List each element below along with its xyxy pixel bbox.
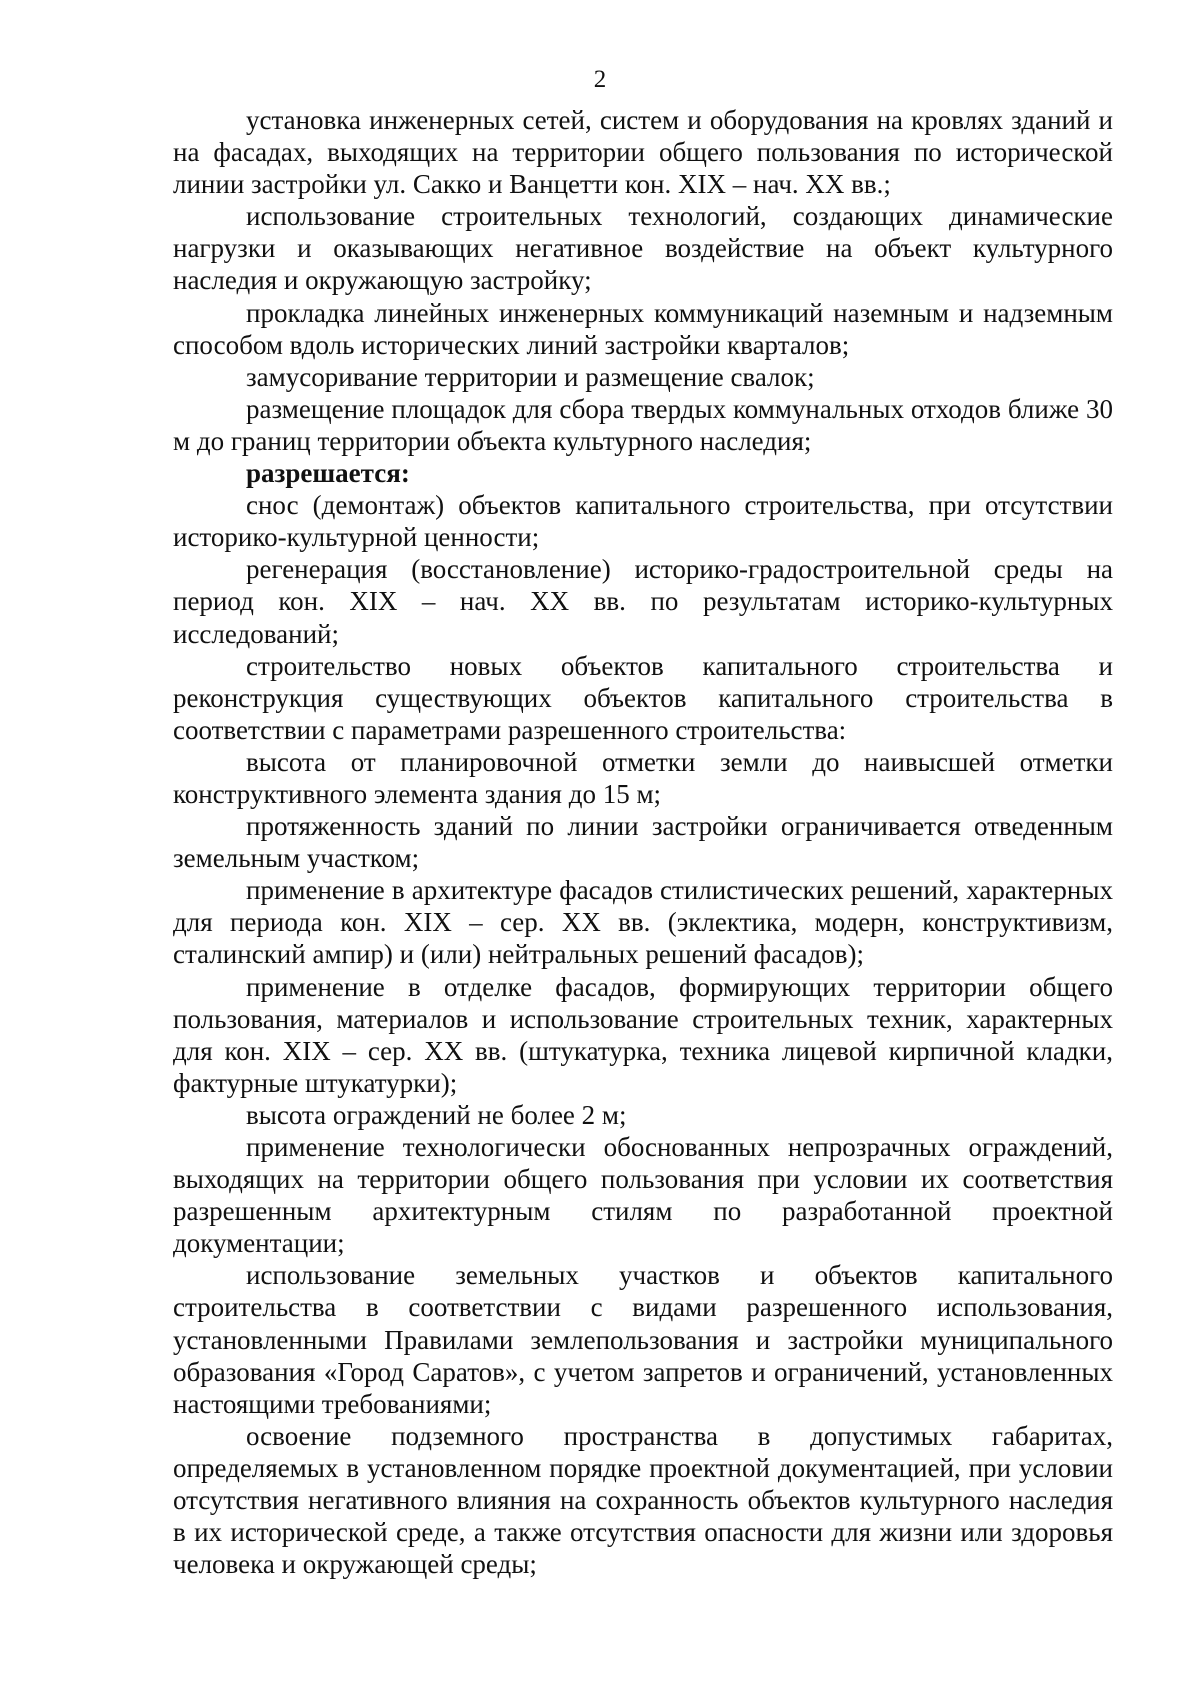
paragraph-facade-styles: применение в архитектуре фасадов стилистических решений, характерных для периода кон. XIX – сер. XX вв. (эклектика, модерн, конструктивизм, сталинский ампир) и (или) нейтральных решений фасадов); — [173, 875, 1113, 970]
paragraph-facade-materials: применение в отделке фасадов, формирующих территории общего пользования, материалов и использование строительных техник, характерных для кон. XIX – сер. XX вв. (штукатурка, техника лицевой кирпичной кладки, фактурные штукатурки); — [173, 971, 1113, 1098]
paragraph-fence-height: высота ограждений не более 2 м; — [246, 1099, 627, 1130]
paragraph-linear-communications: прокладка линейных инженерных коммуникаций наземным и надземным способом вдоль исторических линий застройки кварталов; — [173, 297, 1113, 360]
page-number: 2 — [593, 66, 607, 93]
paragraph-building-length: протяженность зданий по линии застройки ограничивается отведенным земельным участком; — [173, 811, 1113, 874]
paragraph-height-limit: высота от планировочной отметки земли до наивысшей отметки конструктивного элемента здания до 15 м; — [173, 746, 1113, 809]
paragraph-waste-sites: размещение площадок для сбора твердых коммунальных отходов ближе 30 м до границ территории объекта культурного наследия; — [173, 393, 1113, 456]
paragraph-new-construction: строительство новых объектов капитального строительства и реконструкция существующих объектов капитального строительства в соответствии с параметрами разрешенного строительства: — [173, 650, 1113, 745]
paragraph-demolition: снос (демонтаж) объектов капитального строительства, при отсутствии историко-культурной ценности; — [173, 490, 1113, 553]
paragraph-underground-space: освоение подземного пространства в допустимых габаритах, определяемых в установленном порядке проектной документацией, при условии отсутствия негативного влияния на сохранность объектов культурного наследия в их исторической среде, а также отсутствия опасности для жизни или здоровья человека и окружающей среды; — [173, 1420, 1113, 1580]
section-heading-allowed: разрешается: — [246, 458, 410, 489]
paragraph-littering: замусоривание территории и размещение свалок; — [246, 361, 815, 392]
paragraph-opaque-fences: применение технологически обоснованных непрозрачных ограждений, выходящих на территории общего пользования при условии их соответствия разрешенным архитектурным стилям по разработанной проектной документации; — [173, 1132, 1113, 1259]
paragraph-dynamic-loads: использование строительных технологий, создающих динамические нагрузки и оказывающих негативное воздействие на объект культурного наследия и окружающую застройку; — [173, 201, 1113, 296]
paragraph-engineering-networks: установка инженерных сетей, систем и оборудования на кровлях зданий и на фасадах, выходящих на территории общего пользования по исторической линии застройки ул. Сакко и Ванцетти кон. XIX – нач. XX вв.; — [173, 105, 1113, 200]
document-body — [173, 104, 1113, 1580]
paragraph-regeneration: регенерация (восстановление) историко-градостроительной среды на период кон. XIX – нач. XX вв. по результатам историко-культурных исследований; — [173, 554, 1113, 649]
paragraph-land-use: использование земельных участков и объектов капитального строительства в соответствии с видами разрешенного использования, установленными Правилами землепользования и застройки муниципального образования «Город Саратов», с учетом запретов и ограничений, установленных настоящими требованиями; — [173, 1260, 1113, 1419]
